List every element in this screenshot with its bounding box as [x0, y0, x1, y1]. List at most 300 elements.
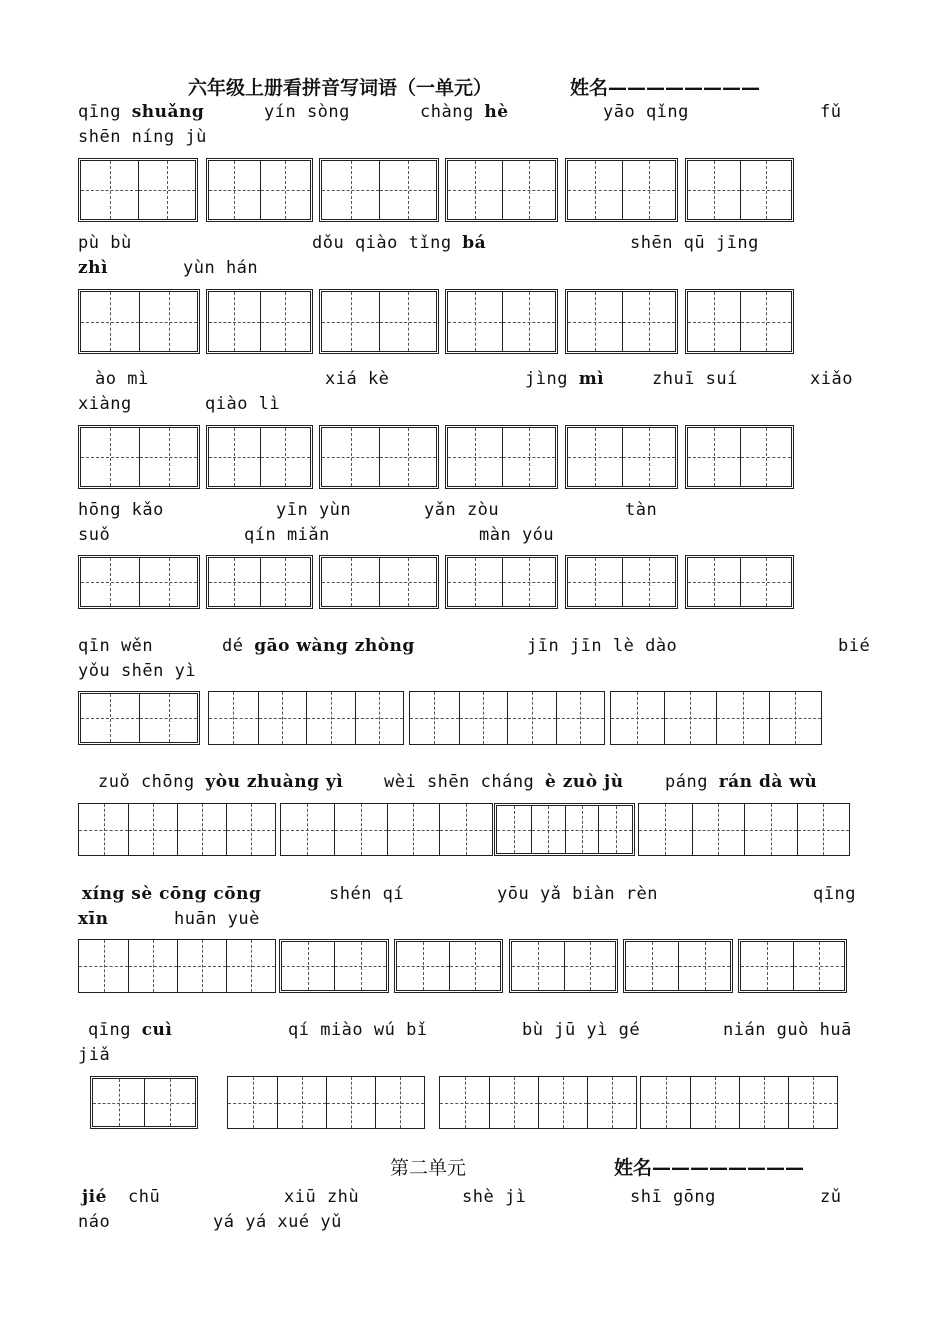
writing-grid-cell[interactable]	[334, 942, 386, 990]
writing-grid-cell[interactable]	[639, 804, 692, 855]
grid-guide-line	[169, 558, 170, 606]
pinyin-text: dǒu qiào tǐng	[312, 233, 463, 253]
grid-guide-line	[400, 1077, 401, 1128]
pinyin-text: qiào lì	[205, 394, 281, 414]
pinyin-group	[723, 1020, 852, 1040]
writing-grid-box[interactable]	[610, 691, 822, 745]
writing-grid-cell[interactable]	[226, 940, 275, 992]
writing-grid-cell[interactable]	[282, 942, 334, 990]
pinyin-group	[78, 394, 132, 414]
grid-guide-line	[465, 1077, 466, 1128]
pinyin-group	[88, 1020, 172, 1040]
writing-grid-box[interactable]	[445, 158, 558, 222]
writing-grid-cell[interactable]	[568, 428, 622, 486]
pinyin-text: bù jū yì gé	[522, 1020, 641, 1040]
writing-grid-cell[interactable]	[81, 428, 139, 486]
unit-2-title: 第二单元	[390, 1157, 467, 1179]
unit-2-name-field-label: 姓名————————	[614, 1157, 805, 1179]
writing-grid-cell[interactable]	[769, 692, 822, 744]
writing-grid-cell[interactable]	[128, 804, 177, 855]
writing-grid-cell[interactable]	[81, 694, 139, 742]
pinyin-text-bold: mì	[578, 369, 605, 389]
grid-guide-line	[308, 942, 309, 990]
pinyin-text: yāo qǐng	[603, 102, 689, 122]
writing-grid-cell[interactable]	[139, 292, 197, 351]
grid-guide-line	[690, 692, 691, 744]
writing-grid-box[interactable]	[319, 425, 439, 489]
pinyin-text-bold: xīn	[78, 909, 109, 929]
writing-grid-box[interactable]	[78, 555, 200, 609]
pinyin-text: zǔ	[820, 1187, 842, 1207]
writing-grid-cell[interactable]	[410, 692, 459, 744]
writing-grid-box[interactable]	[565, 555, 678, 609]
pinyin-text: bié	[838, 636, 871, 656]
writing-grid-cell[interactable]	[139, 428, 197, 486]
pinyin-text: páng	[665, 772, 719, 792]
grid-guide-line	[351, 558, 352, 606]
pinyin-text: yín sòng	[264, 102, 350, 122]
writing-grid-box[interactable]	[78, 289, 200, 354]
writing-grid-cell[interactable]	[716, 692, 769, 744]
writing-grid-cell[interactable]	[397, 942, 449, 990]
writing-grid-cell[interactable]	[139, 558, 197, 606]
pinyin-group	[78, 636, 153, 656]
grid-guide-line	[110, 428, 111, 486]
pinyin-text: yǒu shēn yì	[78, 661, 197, 681]
grid-guide-line	[743, 692, 744, 744]
grid-guide-line	[475, 292, 476, 351]
writing-grid-cell[interactable]	[568, 558, 622, 606]
writing-grid-cell[interactable]	[209, 292, 260, 351]
grid-guide-line	[590, 942, 591, 990]
pinyin-group	[213, 1212, 342, 1232]
pinyin-text: yùn hán	[183, 258, 259, 278]
pinyin-text: xiǎo	[810, 369, 853, 389]
pinyin-text: zuǒ chōng	[98, 772, 206, 792]
pinyin-text: jiǎ	[78, 1045, 111, 1065]
writing-grid-cell[interactable]	[81, 161, 138, 219]
pinyin-group	[222, 636, 415, 656]
writing-grid-cell[interactable]	[512, 942, 564, 990]
writing-grid-cell[interactable]	[322, 292, 379, 351]
writing-grid-cell[interactable]	[177, 940, 226, 992]
writing-grid-cell[interactable]	[502, 428, 556, 486]
grid-guide-line	[714, 161, 715, 219]
pinyin-text: yīn yùn	[276, 500, 352, 520]
writing-grid-cell[interactable]	[379, 428, 436, 486]
pinyin-group	[78, 1212, 110, 1232]
pinyin-text: xiū zhù	[284, 1187, 360, 1207]
grid-guide-line	[408, 161, 409, 219]
writing-grid-cell[interactable]	[448, 292, 502, 351]
writing-grid-cell[interactable]	[692, 804, 745, 855]
pinyin-text: yǎn zòu	[424, 500, 500, 520]
pinyin-group	[462, 1187, 526, 1207]
writing-grid-box[interactable]	[685, 555, 794, 609]
pinyin-text: shēn qū jīng	[630, 233, 759, 253]
writing-grid-cell[interactable]	[138, 161, 195, 219]
grid-guide-line	[514, 1077, 515, 1128]
writing-grid-box[interactable]	[439, 1076, 637, 1129]
pinyin-group	[264, 102, 350, 122]
grid-guide-line	[233, 692, 234, 744]
pinyin-text: qīng	[78, 102, 132, 122]
grid-guide-line	[285, 292, 286, 351]
pinyin-text: wèi shēn cháng	[384, 772, 546, 792]
writing-grid-cell[interactable]	[128, 940, 177, 992]
writing-grid-cell[interactable]	[741, 942, 793, 990]
writing-grid-cell[interactable]	[568, 292, 622, 351]
pinyin-group	[420, 102, 509, 122]
grid-guide-line	[408, 292, 409, 351]
writing-grid-cell[interactable]	[611, 692, 664, 744]
grid-guide-line	[714, 558, 715, 606]
writing-grid-cell[interactable]	[448, 558, 502, 606]
writing-grid-cell[interactable]	[502, 161, 556, 219]
writing-grid-cell[interactable]	[622, 161, 676, 219]
grid-guide-line	[169, 694, 170, 742]
pinyin-group	[838, 636, 870, 656]
pinyin-text: fǔ	[820, 102, 842, 122]
pinyin-group	[329, 884, 404, 904]
writing-grid-cell[interactable]	[209, 692, 258, 744]
grid-guide-line	[307, 804, 308, 855]
writing-grid-cell[interactable]	[448, 428, 502, 486]
writing-grid-cell[interactable]	[209, 428, 260, 486]
writing-grid-cell[interactable]	[306, 692, 355, 744]
worksheet-title: 六年级上册看拼音写词语（一单元）	[188, 77, 493, 99]
grid-guide-line	[167, 161, 168, 219]
grid-guide-line	[766, 558, 767, 606]
pinyin-text-bold: è zuò jù	[545, 772, 624, 792]
grid-guide-line	[766, 161, 767, 219]
writing-grid-cell[interactable]	[144, 1079, 195, 1126]
grid-guide-line	[595, 428, 596, 486]
pinyin-group	[98, 772, 343, 792]
writing-grid-cell[interactable]	[587, 1077, 636, 1128]
pinyin-text: shēn níng jù	[78, 127, 207, 147]
writing-grid-cell[interactable]	[489, 1077, 538, 1128]
writing-grid-cell[interactable]	[622, 428, 676, 486]
grid-guide-line	[285, 558, 286, 606]
writing-grid-cell[interactable]	[688, 428, 740, 486]
grid-guide-line	[766, 428, 767, 486]
grid-guide-line	[413, 804, 414, 855]
grid-guide-line	[714, 428, 715, 486]
grid-guide-line	[483, 692, 484, 744]
writing-grid-box[interactable]	[78, 939, 276, 993]
writing-grid-cell[interactable]	[209, 558, 260, 606]
pinyin-group	[652, 369, 738, 389]
pinyin-text-bold: rán dà wù	[718, 772, 818, 792]
grid-guide-line	[379, 692, 380, 744]
writing-grid-box[interactable]	[565, 289, 678, 354]
pinyin-text-bold: yòu zhuàng yì	[205, 772, 344, 792]
writing-grid-cell[interactable]	[688, 292, 740, 351]
writing-grid-box[interactable]	[509, 939, 618, 993]
grid-guide-line	[771, 804, 772, 855]
writing-grid-cell[interactable]	[564, 942, 616, 990]
grid-guide-line	[153, 804, 154, 855]
grid-guide-line	[529, 428, 530, 486]
writing-grid-cell[interactable]	[322, 428, 379, 486]
grid-guide-line	[169, 292, 170, 351]
writing-grid-cell[interactable]	[740, 292, 792, 351]
writing-grid-cell[interactable]	[439, 804, 492, 855]
writing-grid-cell[interactable]	[502, 292, 556, 351]
writing-grid-cell[interactable]	[690, 1077, 739, 1128]
writing-grid-box[interactable]	[623, 939, 733, 993]
writing-grid-cell[interactable]	[797, 804, 850, 855]
pinyin-group	[244, 525, 330, 545]
writing-grid-cell[interactable]	[688, 558, 740, 606]
writing-grid-cell[interactable]	[497, 806, 531, 853]
pinyin-text: suǒ	[78, 525, 111, 545]
pinyin-text: náo	[78, 1212, 111, 1232]
writing-grid-box[interactable]	[638, 803, 850, 856]
pinyin-text: chū	[128, 1187, 161, 1207]
grid-guide-line	[331, 692, 332, 744]
pinyin-group	[525, 369, 604, 389]
writing-grid-box[interactable]	[280, 803, 493, 856]
pinyin-group	[312, 233, 486, 253]
grid-guide-line	[110, 161, 111, 219]
writing-grid-box[interactable]	[445, 555, 558, 609]
pinyin-text: shè jì	[462, 1187, 527, 1207]
writing-grid-box[interactable]	[206, 555, 313, 609]
pinyin-group	[82, 884, 261, 904]
writing-grid-cell[interactable]	[740, 428, 792, 486]
writing-grid-cell[interactable]	[81, 292, 139, 351]
writing-grid-cell[interactable]	[622, 292, 676, 351]
writing-grid-cell[interactable]	[79, 804, 128, 855]
writing-grid-box[interactable]	[565, 158, 678, 222]
grid-guide-line	[649, 292, 650, 351]
pinyin-group	[78, 500, 164, 520]
pinyin-text: qí miào wú bǐ	[288, 1020, 428, 1040]
grid-guide-line	[612, 1077, 613, 1128]
pinyin-group	[78, 661, 196, 681]
grid-guide-line	[234, 428, 235, 486]
writing-grid-cell[interactable]	[322, 161, 379, 219]
writing-grid-cell[interactable]	[260, 161, 311, 219]
writing-grid-box[interactable]	[78, 691, 200, 745]
writing-grid-cell[interactable]	[228, 1077, 277, 1128]
pinyin-text-bold: cuì	[141, 1020, 173, 1040]
pinyin-text: shī gōng	[630, 1187, 716, 1207]
writing-grid-cell[interactable]	[793, 942, 845, 990]
grid-guide-line	[408, 428, 409, 486]
grid-guide-line	[475, 558, 476, 606]
grid-guide-line	[637, 692, 638, 744]
writing-grid-cell[interactable]	[744, 804, 797, 855]
pinyin-group	[78, 258, 108, 278]
grid-guide-line	[351, 428, 352, 486]
pinyin-group	[424, 500, 499, 520]
writing-grid-cell[interactable]	[322, 558, 379, 606]
writing-grid-cell[interactable]	[326, 1077, 375, 1128]
writing-grid-box[interactable]	[78, 803, 276, 856]
pinyin-text: zhuī suí	[652, 369, 738, 389]
grid-guide-line	[466, 804, 467, 855]
pinyin-group	[128, 1187, 160, 1207]
grid-guide-line	[823, 804, 824, 855]
pinyin-group	[78, 525, 110, 545]
writing-grid-cell[interactable]	[678, 942, 730, 990]
grid-guide-line	[532, 692, 533, 744]
writing-grid-box[interactable]	[319, 158, 439, 222]
writing-grid-cell[interactable]	[626, 942, 678, 990]
grid-guide-line	[595, 292, 596, 351]
writing-grid-cell[interactable]	[93, 1079, 144, 1126]
grid-guide-line	[514, 806, 515, 853]
writing-grid-cell[interactable]	[379, 292, 436, 351]
writing-grid-box[interactable]	[409, 691, 605, 745]
writing-grid-cell[interactable]	[740, 161, 792, 219]
writing-grid-cell[interactable]	[260, 428, 311, 486]
grid-guide-line	[582, 806, 583, 853]
grid-guide-line	[795, 692, 796, 744]
writing-grid-box[interactable]	[206, 289, 313, 354]
pinyin-text: jīn jīn lè dào	[527, 636, 678, 656]
writing-grid-box[interactable]	[565, 425, 678, 489]
writing-grid-box[interactable]	[685, 289, 794, 354]
grid-guide-line	[153, 940, 154, 992]
writing-grid-cell[interactable]	[449, 942, 501, 990]
grid-guide-line	[616, 806, 617, 853]
writing-grid-box[interactable]	[78, 425, 200, 489]
pinyin-group	[95, 369, 149, 389]
writing-grid-box[interactable]	[319, 289, 439, 354]
writing-grid-cell[interactable]	[556, 692, 605, 744]
writing-grid-cell[interactable]	[622, 558, 676, 606]
pinyin-text: nián guò huā	[723, 1020, 852, 1040]
writing-grid-cell[interactable]	[334, 804, 387, 855]
writing-grid-box[interactable]	[206, 158, 313, 222]
pinyin-text-bold: shuǎng	[131, 102, 205, 122]
writing-grid-cell[interactable]	[538, 1077, 587, 1128]
writing-grid-cell[interactable]	[739, 1077, 788, 1128]
grid-guide-line	[767, 942, 768, 990]
writing-grid-cell[interactable]	[81, 558, 139, 606]
writing-grid-box[interactable]	[78, 158, 198, 222]
grid-guide-line	[714, 292, 715, 351]
pinyin-group	[288, 1020, 428, 1040]
writing-grid-cell[interactable]	[277, 1077, 326, 1128]
pinyin-group	[625, 500, 657, 520]
writing-grid-box[interactable]	[685, 158, 794, 222]
writing-grid-cell[interactable]	[531, 806, 565, 853]
writing-grid-box[interactable]	[738, 939, 847, 993]
pinyin-group	[325, 369, 389, 389]
grid-guide-line	[234, 558, 235, 606]
pinyin-group	[174, 909, 260, 929]
writing-grid-box[interactable]	[227, 1076, 425, 1129]
writing-grid-cell[interactable]	[226, 804, 275, 855]
grid-guide-line	[104, 940, 105, 992]
pinyin-group	[630, 1187, 716, 1207]
pinyin-text-bold: zhì	[78, 258, 108, 278]
pinyin-text: ào mì	[95, 369, 149, 389]
name-field-label: 姓名————————	[570, 77, 761, 99]
writing-grid-box[interactable]	[640, 1076, 838, 1129]
writing-grid-box[interactable]	[208, 691, 404, 745]
writing-grid-cell[interactable]	[459, 692, 508, 744]
grid-guide-line	[282, 692, 283, 744]
writing-grid-cell[interactable]	[281, 804, 334, 855]
grid-guide-line	[718, 804, 719, 855]
writing-grid-cell[interactable]	[440, 1077, 489, 1128]
writing-grid-box[interactable]	[394, 939, 503, 993]
grid-guide-line	[170, 1079, 171, 1126]
writing-grid-cell[interactable]	[375, 1077, 424, 1128]
pinyin-text: xiàng	[78, 394, 132, 414]
writing-grid-cell[interactable]	[740, 558, 792, 606]
grid-guide-line	[764, 1077, 765, 1128]
writing-grid-cell[interactable]	[507, 692, 556, 744]
grid-guide-line	[110, 292, 111, 351]
writing-grid-cell[interactable]	[177, 804, 226, 855]
grid-guide-line	[580, 692, 581, 744]
writing-grid-box[interactable]	[494, 803, 635, 856]
writing-grid-box[interactable]	[445, 425, 558, 489]
writing-grid-cell[interactable]	[260, 292, 311, 351]
grid-guide-line	[475, 428, 476, 486]
grid-guide-line	[234, 161, 235, 219]
grid-guide-line	[548, 806, 549, 853]
pinyin-text: yá yá xué yǔ	[213, 1212, 342, 1232]
grid-guide-line	[253, 1077, 254, 1128]
grid-guide-line	[529, 558, 530, 606]
writing-grid-cell[interactable]	[502, 558, 556, 606]
writing-grid-cell[interactable]	[258, 692, 307, 744]
writing-grid-cell[interactable]	[565, 806, 599, 853]
writing-grid-cell[interactable]	[379, 161, 436, 219]
writing-grid-cell[interactable]	[79, 940, 128, 992]
writing-grid-box[interactable]	[206, 425, 313, 489]
grid-guide-line	[715, 1077, 716, 1128]
writing-grid-cell[interactable]	[568, 161, 622, 219]
writing-grid-box[interactable]	[445, 289, 558, 354]
writing-grid-cell[interactable]	[788, 1077, 837, 1128]
grid-guide-line	[202, 940, 203, 992]
grid-guide-line	[705, 942, 706, 990]
pinyin-group	[479, 525, 554, 545]
writing-grid-box[interactable]	[319, 555, 439, 609]
pinyin-text: dé	[222, 636, 255, 656]
grid-guide-line	[434, 692, 435, 744]
writing-grid-cell[interactable]	[260, 558, 311, 606]
grid-guide-line	[361, 804, 362, 855]
writing-grid-cell[interactable]	[139, 694, 197, 742]
writing-grid-box[interactable]	[279, 939, 389, 993]
writing-grid-cell[interactable]	[387, 804, 440, 855]
writing-grid-cell[interactable]	[598, 806, 632, 853]
writing-grid-box[interactable]	[90, 1076, 198, 1129]
writing-grid-cell[interactable]	[379, 558, 436, 606]
writing-grid-box[interactable]	[685, 425, 794, 489]
grid-guide-line	[475, 942, 476, 990]
writing-grid-cell[interactable]	[641, 1077, 690, 1128]
writing-grid-cell[interactable]	[355, 692, 404, 744]
grid-guide-line	[649, 558, 650, 606]
writing-grid-cell[interactable]	[448, 161, 502, 219]
writing-grid-cell[interactable]	[664, 692, 717, 744]
writing-grid-cell[interactable]	[209, 161, 260, 219]
grid-guide-line	[302, 1077, 303, 1128]
pinyin-group	[630, 233, 759, 253]
writing-grid-cell[interactable]	[688, 161, 740, 219]
